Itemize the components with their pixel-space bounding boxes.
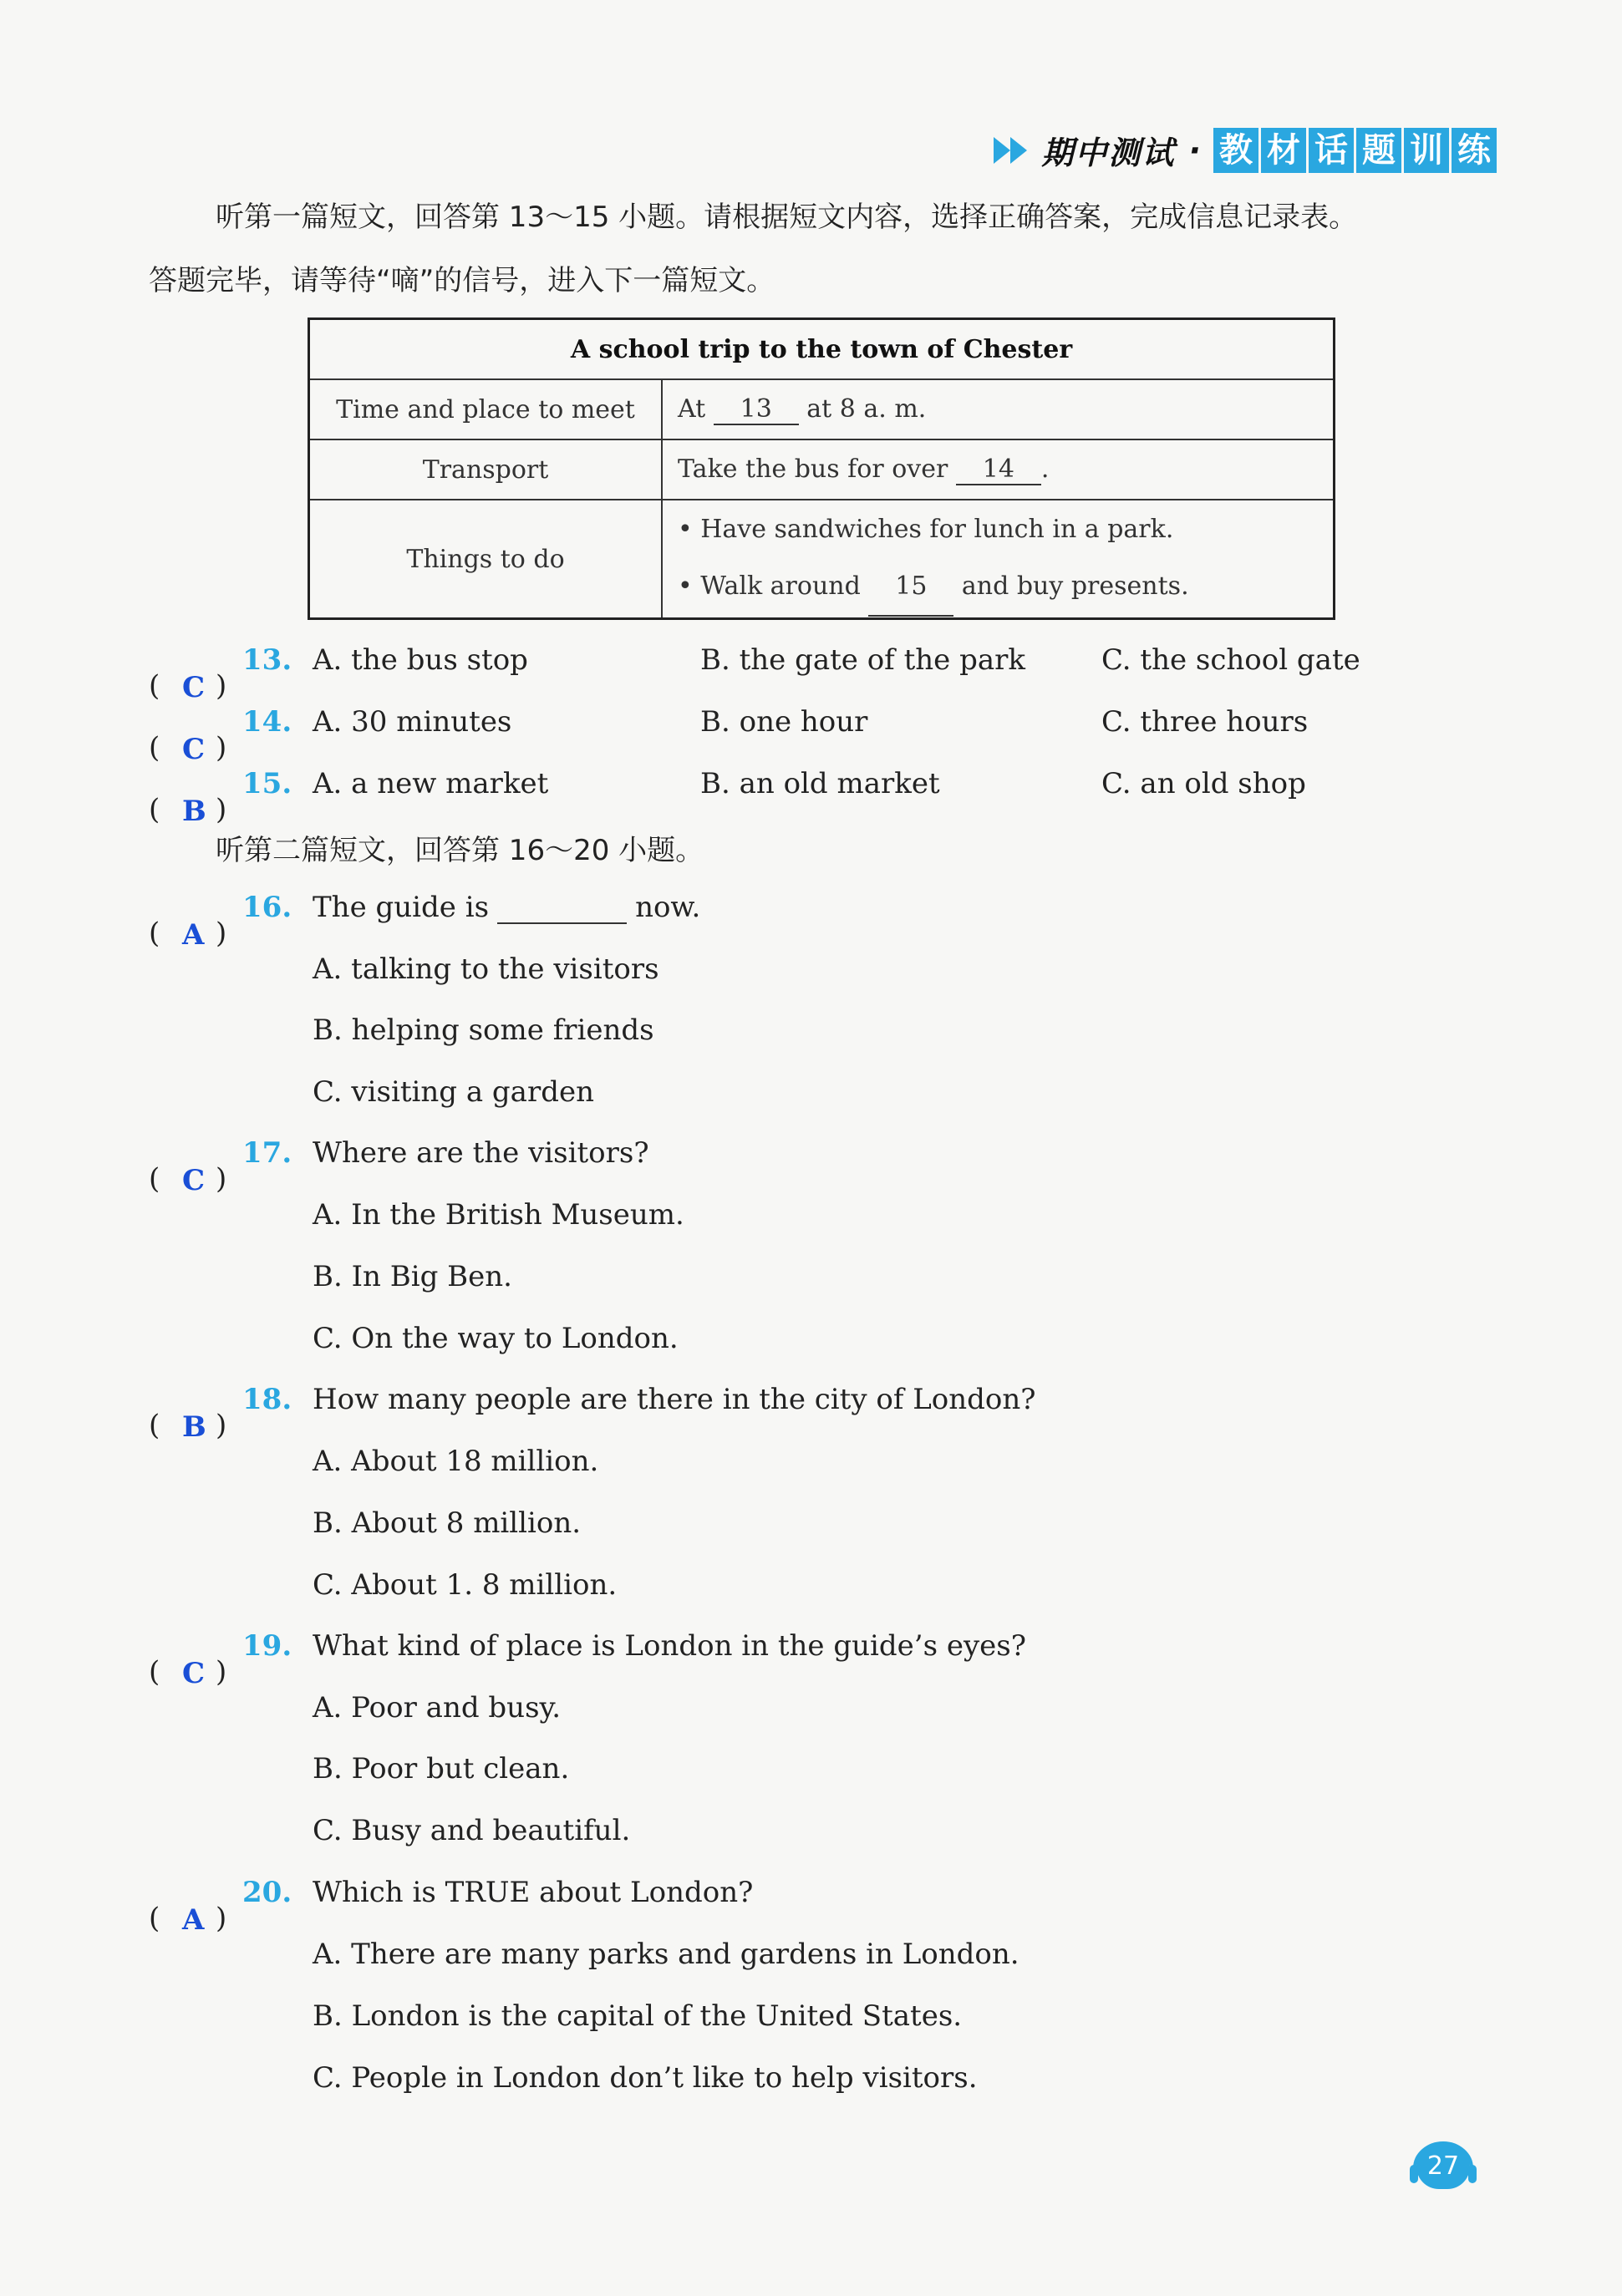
paren-right: ) <box>216 1409 227 1442</box>
row-value <box>662 500 1335 619</box>
question-number: 14. <box>242 705 292 739</box>
option-a[interactable]: A. a new market <box>313 767 549 800</box>
question-stem: Where are the visitors? <box>313 1136 649 1170</box>
question-20 <box>149 1876 754 1937</box>
question-13 <box>149 643 1486 704</box>
paren-right: ) <box>216 1162 227 1196</box>
value-suffix: . <box>1040 454 1050 484</box>
paren-right: ) <box>216 1655 227 1689</box>
question-number: 19. <box>242 1629 292 1663</box>
question-number: 16. <box>242 891 292 924</box>
value-suffix: at 8 a. m. <box>806 394 927 424</box>
answer-mark[interactable]: C <box>182 1657 206 1690</box>
option-b[interactable]: B. an old market <box>700 767 940 800</box>
bullet-suffix: and buy presents. <box>961 571 1189 601</box>
question-number: 15. <box>242 767 292 800</box>
paren-left: ( <box>149 1902 160 1935</box>
question-stem <box>313 891 700 924</box>
question-number: 13. <box>242 643 292 677</box>
instruction-part1-line2: 答题完毕，请等待“嘀”的信号，进入下一篇短文。 <box>149 264 775 297</box>
table-row <box>309 379 1335 439</box>
row-label: Time and place to meet <box>309 379 663 439</box>
question-15 <box>149 767 1486 828</box>
row-value <box>662 379 1335 439</box>
option-a[interactable]: A. Poor and busy. <box>313 1691 562 1725</box>
option-a[interactable]: A. In the British Museum. <box>313 1198 684 1232</box>
answer-mark[interactable]: C <box>182 733 206 766</box>
option-a[interactable]: A. There are many parks and gardens in London. <box>313 1938 1019 1971</box>
answer-mark[interactable]: C <box>182 671 206 704</box>
option-b[interactable]: B. In Big Ben. <box>313 1260 512 1293</box>
option-c[interactable]: C. People in London don’t like to help visitors. <box>313 2061 978 2095</box>
instruction-part1-line1: 听第一篇短文，回答第 13～15 小题。请根据短文内容，选择正确答案，完成信息记录表。 <box>216 201 1358 234</box>
question-stem: What kind of place is London in the guide’s eyes? <box>313 1629 1026 1663</box>
option-a[interactable]: A. 30 minutes <box>313 705 512 739</box>
stem-prefix: The guide is <box>313 891 490 924</box>
page-number: 27 <box>1416 2144 1470 2189</box>
answer-mark[interactable]: A <box>182 918 205 952</box>
question-stem: Which is TRUE about London? <box>313 1876 754 1909</box>
paren-right: ) <box>216 793 227 826</box>
paren-left: ( <box>149 793 160 826</box>
answer-mark[interactable]: C <box>182 1164 206 1197</box>
paren-right: ) <box>216 917 227 950</box>
row-label: Transport <box>309 439 663 500</box>
option-c[interactable]: C. three hours <box>1101 705 1309 739</box>
paren-right: ) <box>216 669 227 703</box>
topic-char: 材 <box>1261 128 1306 173</box>
instruction-part2: 听第二篇短文，回答第 16～20 小题。 <box>216 834 704 867</box>
option-b[interactable]: B. the gate of the park <box>700 643 1025 677</box>
option-a[interactable]: A. the bus stop <box>313 643 528 677</box>
option-b[interactable]: B. About 8 million. <box>313 1506 582 1540</box>
paren-left: ( <box>149 1162 160 1196</box>
blank-13[interactable]: 13 <box>714 394 799 425</box>
stem-suffix: now. <box>635 891 701 924</box>
paren-left: ( <box>149 731 160 764</box>
value-prefix: At <box>678 394 706 424</box>
blank-15[interactable]: 15 <box>868 558 953 617</box>
paren-left: ( <box>149 917 160 950</box>
question-number: 17. <box>242 1136 292 1170</box>
value-prefix: Take the bus for over <box>678 454 948 484</box>
option-c[interactable]: C. About 1. 8 million. <box>313 1568 618 1602</box>
option-c[interactable]: C. Busy and beautiful. <box>313 1814 631 1847</box>
paren-right: ) <box>216 731 227 764</box>
question-number: 20. <box>242 1876 292 1909</box>
option-c[interactable]: C. On the way to London. <box>313 1322 679 1355</box>
question-16 <box>149 891 701 952</box>
info-record-table <box>308 317 1335 620</box>
row-label: Things to do <box>309 500 663 619</box>
option-c[interactable]: C. the school gate <box>1101 643 1360 677</box>
question-19 <box>149 1629 1026 1690</box>
paren-left: ( <box>149 1409 160 1442</box>
paren-left: ( <box>149 669 160 703</box>
answer-mark[interactable]: B <box>182 795 206 828</box>
question-number: 18. <box>242 1383 292 1416</box>
option-a[interactable]: A. About 18 million. <box>313 1445 599 1478</box>
paren-right: ) <box>216 1902 227 1935</box>
question-18 <box>149 1383 1036 1444</box>
option-a[interactable]: A. talking to the visitors <box>313 952 659 986</box>
bullet-prefix: • Walk around <box>678 571 861 601</box>
option-c[interactable]: C. an old shop <box>1101 767 1306 800</box>
section-title: 期中测试 <box>1041 135 1176 171</box>
page-header <box>992 127 1497 173</box>
table-row <box>309 439 1335 500</box>
topic-char: 教 <box>1213 128 1258 173</box>
table-title: A school trip to the town of Chester <box>309 319 1335 380</box>
row-value <box>662 439 1335 500</box>
question-14 <box>149 705 1486 766</box>
answer-mark[interactable]: A <box>182 1903 205 1937</box>
paren-left: ( <box>149 1655 160 1689</box>
answer-mark[interactable]: B <box>182 1410 206 1444</box>
topic-char: 训 <box>1404 128 1449 173</box>
question-stem: How many people are there in the city of London? <box>313 1383 1036 1416</box>
double-arrow-icon <box>992 134 1034 167</box>
option-b[interactable]: B. one hour <box>700 705 868 739</box>
option-b[interactable]: B. London is the capital of the United States. <box>313 1999 963 2033</box>
option-b[interactable]: B. helping some friends <box>313 1013 654 1047</box>
topic-char: 题 <box>1356 128 1401 173</box>
question-17 <box>149 1136 649 1197</box>
bullet-lunch: • Have sandwiches for lunch in a park. <box>678 515 1174 544</box>
option-c[interactable]: C. visiting a garden <box>313 1075 594 1109</box>
topic-char: 练 <box>1452 128 1497 173</box>
header-separator: · <box>1188 131 1203 169</box>
option-b[interactable]: B. Poor but clean. <box>313 1752 570 1785</box>
table-row <box>309 500 1335 619</box>
bullet-walk <box>678 558 1332 617</box>
topic-char: 话 <box>1309 128 1354 173</box>
topic-title <box>1211 128 1497 173</box>
answer-blank-line <box>497 922 627 924</box>
blank-14[interactable]: 14 <box>956 455 1041 485</box>
